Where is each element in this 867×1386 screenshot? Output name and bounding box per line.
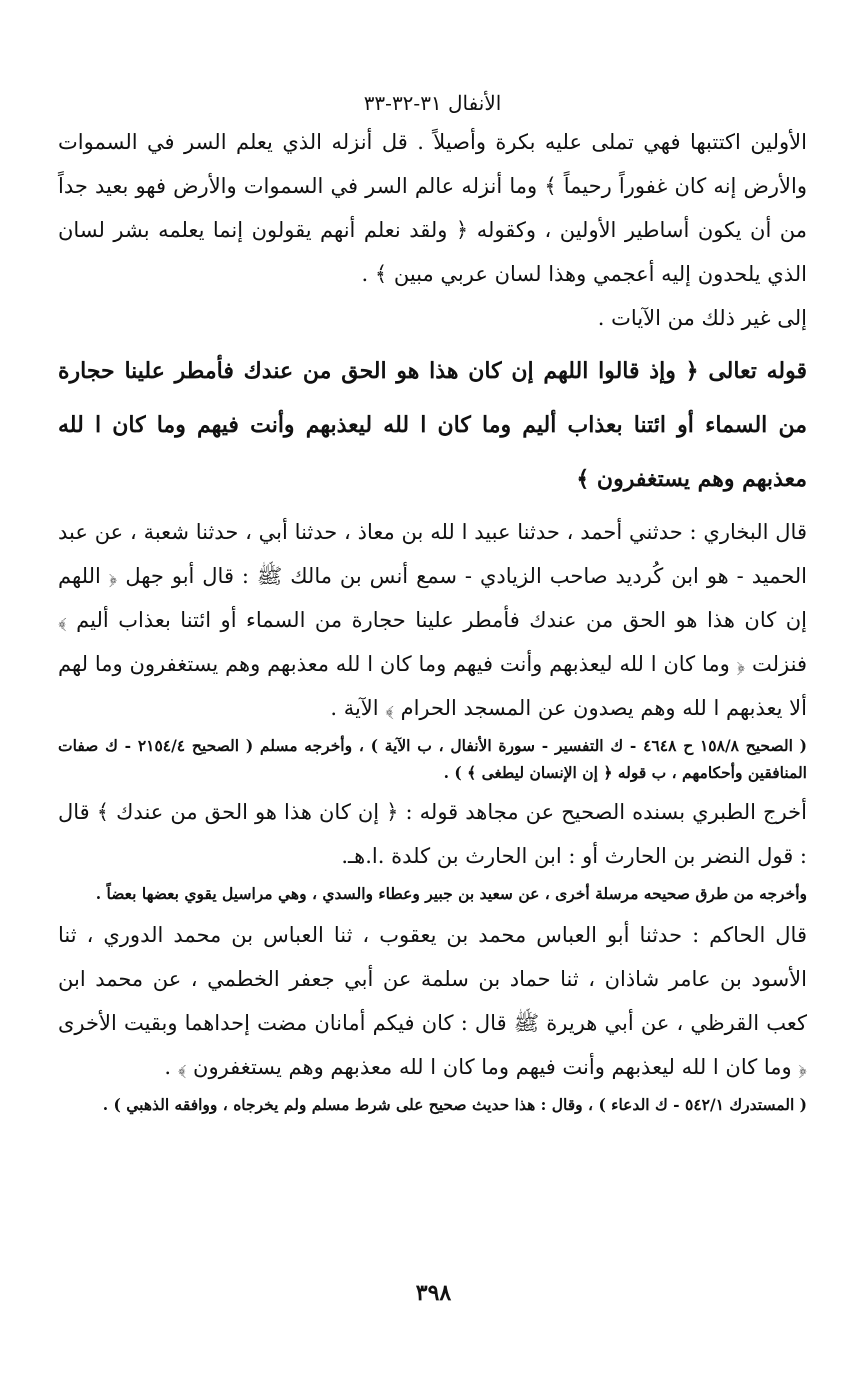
paragraph-tabari: أخرج الطبري بسنده الصحيح عن مجاهد قوله : ﴿ إن كان هذا هو الحق من عندك ﴾ قال : قول النضر بن الحارث أو : ابن الحارث بن كلدة .ا.هـ. <box>58 800 807 868</box>
paragraph-1: الأولين اكتتبها فهي تملى عليه بكرة وأصيلاً . قل أنزله الذي يعلم السر في السموات والأرض إنه كان غفوراً رحيماً ﴾ وما أنزله عالم السر في السموات والأرض فهو بعيد جداً من أن يكون أساطير الأولين ، وكقوله ﴿ ولقد نعلم أنهم يقولون إنما يعلمه بشر لسان الذي يلحدون إليه أعجمي وهذا لسان عربي مبين ﴾ . <box>58 130 807 286</box>
page-number: ٣٩٨ <box>415 1280 452 1306</box>
reference-note-2: وأخرجه من طرق صحيحه مرسلة أخرى ، عن سعيد بن جبير وعطاء والسدي ، وهي مراسيل يقوي بعضها بعضاً . <box>95 884 807 903</box>
paragraph-hakim: قال الحاكم : حدثنا أبو العباس محمد بن يعقوب ، ثنا العباس بن محمد الدوري ، ثنا الأسود بن عامر شاذان ، ثنا حماد بن سلمة عن أبي جعفر الخطمي ، عن محمد ابن كعب القرظي ، عن أبي هريرة ﷺ قال : كان فيكم أمانان مضت إحداهما وبقيت الأخرى ﴿ وما كان ا لله ليعذبهم وأنت فيهم وما كان ا لله معذبهم وهم يستغفرون ﴾ . <box>58 923 807 1079</box>
reference-note-3: ( المستدرك ٥٤٢/١ - ك الدعاء ) ، وقال : هذا حديث صحيح على شرط مسلم ولم يخرجاه ، ووافقه الذهبي ) . <box>102 1095 807 1114</box>
running-header: الأنفال ٣١-٣٢-٣٣ <box>363 91 502 115</box>
verse-heading: قوله تعالى ﴿ وإذ قالوا اللهم إن كان هذا هو الحق من عندك فأمطر علينا حجارة من السماء أو ائتنا بعذاب أليم وما كان ا لله ليعذبهم وأنت فيهم وما كان ا لله معذبهم وهم يستغفرون ﴾ <box>58 358 807 492</box>
reference-note-1: ( الصحيح ١٥٨/٨ ح ٤٦٤٨ - ك التفسير - سورة الأنفال ، ب الآية ) ، وأخرجه مسلم ( الصحيح ٢١٥٤/٤ - ك صفات المنافقين وأحكامهم ، ب قوله ﴿ إن الإنسان ليطغى ﴾ ) . <box>58 736 807 782</box>
paragraph-bukhari: قال البخاري : حدثني أحمد ، حدثنا عبيد ا لله بن معاذ ، حدثنا أبي ، حدثنا شعبة ، عن عبد الحميد - هو ابن كُرديد صاحب الزيادي - سمع أنس بن مالك ﷺ : قال أبو جهل ﴿ اللهم إن كان هذا هو الحق من عندك فأمطر علينا حجارة من السماء أو ائتنا بعذاب أليم ﴾ فنزلت ﴿ وما كان ا لله ليعذبهم وأنت فيهم وما كان ا لله معذبهم وهم يستغفرون وما لهم ألا يعذبهم ا لله وهم يصدون عن المسجد الحرام ﴾ الآية . <box>58 520 807 720</box>
paragraph-2: إلى غير ذلك من الآيات . <box>597 306 807 330</box>
